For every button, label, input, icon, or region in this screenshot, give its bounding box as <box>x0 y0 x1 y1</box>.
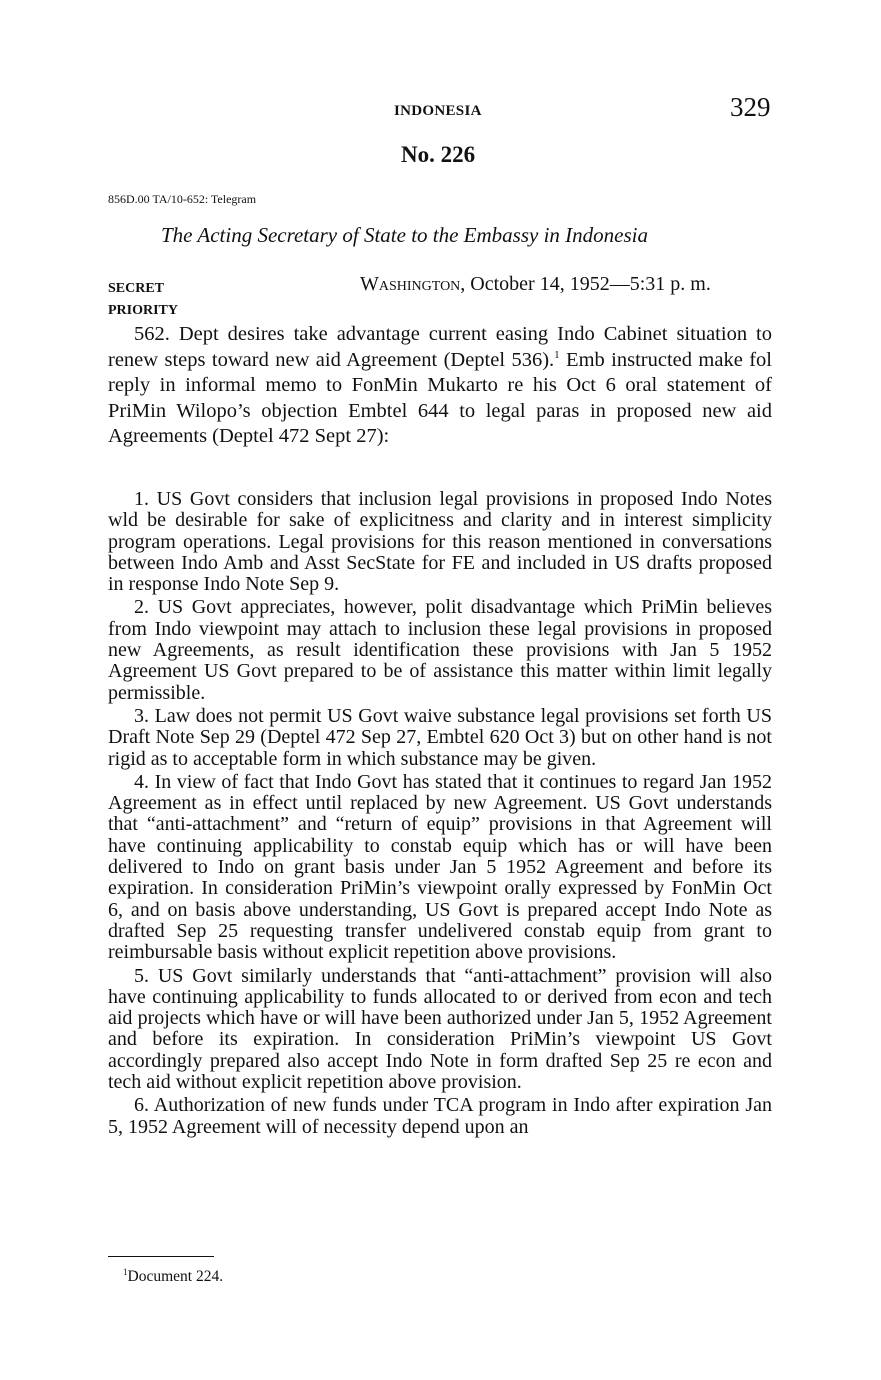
intro-text-part2: Emb instructed make fol reply in informal memo to FonMin Mukarto re his Oct 6 oral statement of PriMin Wilopo’s objection Embtel 644 to legal paras in proposed new aid Agreements (Deptel 472 Sept 27): <box>108 348 772 448</box>
file-reference: 856D.00 TA/10-652: Telegram <box>108 192 257 206</box>
paragraph-3: 3. Law does not permit US Govt waive substance legal provisions set forth US Draft Note Sep 29 (Deptel 472 Sep 27, Embtel 620 Oct 3) but on other hand is not rigid as to acceptable form in which substance may be given. <box>108 704 772 770</box>
classification-secret: SECRET <box>108 281 165 296</box>
paragraph-4: 4. In view of fact that Indo Govt has stated that it continues to regard Jan 1952 Agreement as in effect until replaced by new Agreement. US Govt understands that “anti-attachment” and “return of equip” provisions in that Agreement will have continuing applicability to constab equip which has or will have been delivered to Indo on grant basis under Jan 5 1952 Agreement and before its expiration. In consideration PriMin’s viewpoint orally expressed by FonMin Oct 6, and on basis above understanding, US Govt is prepared accept Indo Note as drafted Sep 25 requesting transfer undelivered constab equip from grant to reimbursable basis without explicit repetition above provisions. <box>108 770 772 964</box>
footnote <box>123 1268 223 1286</box>
classification-block <box>108 278 178 322</box>
dateline <box>360 273 711 296</box>
running-head: INDONESIA <box>394 103 482 119</box>
intro-text-part1: 562. Dept desires take advantage current easing Indo Cabinet situation to renew steps toward new aid Agreement (Deptel 536). <box>108 323 772 371</box>
paragraph-5: 5. US Govt similarly understands that “anti-attachment” provision will also have continuing applicability to funds allocated to or derived from econ and tech aid projects which have or will have been authorized under Jan 5, 1952 Agreement and before its expiration. In consideration PriMin’s viewpoint US Govt accordingly prepared also accept Indo Note in form drafted Sep 25 re econ and tech aid without explicit repetition above provision. <box>108 964 772 1094</box>
footnote-reference: 1 <box>554 348 560 361</box>
footnote-text: Document 224. <box>127 1268 224 1285</box>
page-number: 329 <box>730 92 771 122</box>
classification-priority: PRIORITY <box>108 303 179 318</box>
numbered-paragraphs <box>108 489 772 1140</box>
footnote-marker: 1 <box>123 1266 128 1277</box>
dateline-time: October 14, 1952—5:31 p. m. <box>465 273 711 295</box>
paragraph-2: 2. US Govt appreciates, however, polit disadvantage which PriMin believes from Indo viewpoint may attach to inclusion these legal provisions in proposed new Agreements, as result identification these provisions with Jan 5 1952 Agreement US Govt prepared to be of assistance this matter within limit legally permissible. <box>108 596 772 704</box>
paragraph-1: 1. US Govt considers that inclusion legal provisions in proposed Indo Notes wld be desirable for sake of explicitness and clarity and in interest simplicity program operations. Legal provisions for this reason mentioned in conversations between Indo Amb and Asst SecState for FE and included in US drafts proposed in response Indo Note Sep 9. <box>108 488 772 596</box>
paragraph-6: 6. Authorization of new funds under TCA program in Indo after expiration Jan 5, 1952 Agreement will of necessity depend upon an <box>108 1094 772 1138</box>
document-number: No. 226 <box>401 142 476 167</box>
document-title: The Acting Secretary of State to the Embassy in Indonesia <box>161 223 648 247</box>
dateline-place: Washington, <box>360 273 466 295</box>
intro-paragraph <box>108 322 772 450</box>
footnote-divider <box>108 1256 214 1257</box>
